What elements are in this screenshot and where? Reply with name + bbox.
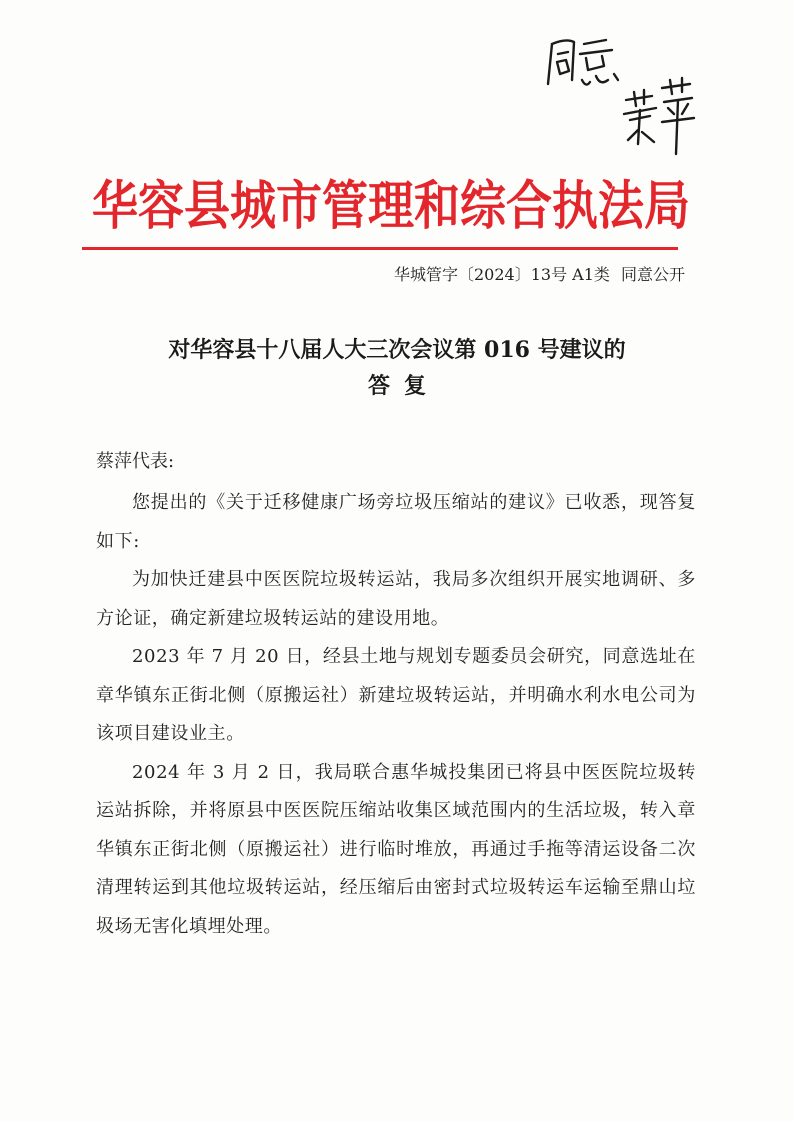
body-paragraph: 2024 年 3 月 2 日，我局联合惠华城投集团已将县中医医院垃圾转运站拆除，并将原县中医医院压缩站收集区域范围内的生活垃圾，转入章华镇东正街北侧（原搬运社）进行临时堆放，再通过手拖等清运设备二次清理转运到其他垃圾转运站，经压缩后由密封式垃圾转运车运输至鼎山垃圾场无害化填埋处理。 <box>96 761 696 937</box>
letterhead-red-rule <box>82 247 678 250</box>
disclosure-status: 同意公开 <box>620 265 685 284</box>
title-line-2: 答复 <box>367 373 440 399</box>
agency-letterhead: 华容县城市管理和综合执法局 <box>92 174 690 236</box>
document-title <box>60 332 734 404</box>
reply-body <box>96 484 696 946</box>
body-paragraph: 为加快迁建县中医医院垃圾转运站，我局多次组织开展实地调研、多方论证，确定新建垃圾转运站的建设用地。 <box>96 569 696 629</box>
title-line-1: 对华容县十八届人大三次会议第 016 号建议的 <box>168 337 626 363</box>
handwritten-approval-signature <box>540 36 700 156</box>
document-number-line <box>305 262 685 285</box>
salutation: 蔡萍代表: <box>96 451 175 472</box>
body-paragraph: 2023 年 7 月 20 日，经县土地与规划专题委员会研究，同意选址在章华镇东正街北侧（原搬运社）新建垃圾转运站，并明确水利水电公司为该项目建设业主。 <box>96 646 696 744</box>
signature-image <box>540 36 700 156</box>
document-number: 华城管字〔2024〕13号 A1类 <box>393 265 610 284</box>
body-paragraph: 您提出的《关于迁移健康广场旁垃圾压缩站的建议》已收悉，现答复如下: <box>96 492 696 552</box>
